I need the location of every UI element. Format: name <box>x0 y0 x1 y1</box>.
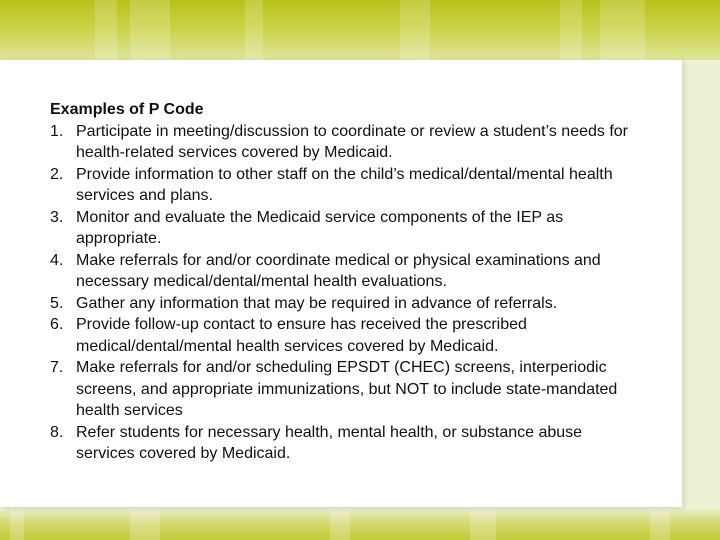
list-item-number: 1. <box>50 122 64 140</box>
decorative-stripe <box>470 508 496 540</box>
list-item-text: Monitor and evaluate the Medicaid service components of the IEP as appropriate. <box>76 208 564 247</box>
list-item-number: 4. <box>50 251 64 269</box>
decorative-stripe <box>560 0 582 60</box>
list-item <box>50 314 630 357</box>
list-item-number: 2. <box>50 165 64 183</box>
list-item-text: Refer students for necessary health, mental health, or substance abuse services covered by Medicaid. <box>76 423 583 462</box>
list-item-number: 5. <box>50 294 64 312</box>
decorative-stripe <box>130 0 170 60</box>
list-item-text: Provide follow-up contact to ensure has received the prescribed medical/dental/mental health services covered by Medicaid. <box>76 316 527 355</box>
slide-title: Examples of P Code <box>50 101 204 118</box>
decorative-stripe <box>95 0 117 60</box>
footer-decoration-band <box>0 508 720 540</box>
decorative-stripe <box>10 508 24 540</box>
list-item <box>50 207 630 250</box>
list-item-text: Gather any information that may be required in advance of referrals. <box>76 294 558 312</box>
list-item <box>50 422 630 465</box>
list-item-number: 3. <box>50 208 64 226</box>
decorative-stripe <box>650 508 670 540</box>
list-item-number: 6. <box>50 316 64 333</box>
list-item-text: Participate in meeting/discussion to coordinate or review a student’s needs for health-related services covered by Medicaid. <box>76 122 629 161</box>
list-item-text: Make referrals for and/or coordinate medical or physical examinations and necessary medical/dental/mental health evaluations. <box>76 251 601 290</box>
decorative-stripe <box>330 508 350 540</box>
list-item-number: 7. <box>50 359 64 376</box>
list-item <box>50 293 630 315</box>
list-item <box>50 250 630 293</box>
decorative-stripe <box>400 0 430 60</box>
decorative-stripe <box>130 508 160 540</box>
slide-content <box>50 99 630 465</box>
list-item-text: Provide information to other staff on the child’s medical/dental/mental health services and plans. <box>76 165 613 204</box>
decorative-stripe <box>245 0 263 60</box>
list-item <box>50 121 630 164</box>
list-item <box>50 164 630 207</box>
examples-list <box>50 121 630 465</box>
decorative-stripe <box>600 0 645 60</box>
list-item <box>50 357 630 422</box>
header-decoration-band <box>0 0 720 60</box>
list-item-number: 8. <box>50 423 64 441</box>
list-item-text: Make referrals for and/or scheduling EPSDT (CHEC) screens, interperiodic screens, and appropriate immunizations, but NOT to include state-mandated health services <box>76 359 618 419</box>
